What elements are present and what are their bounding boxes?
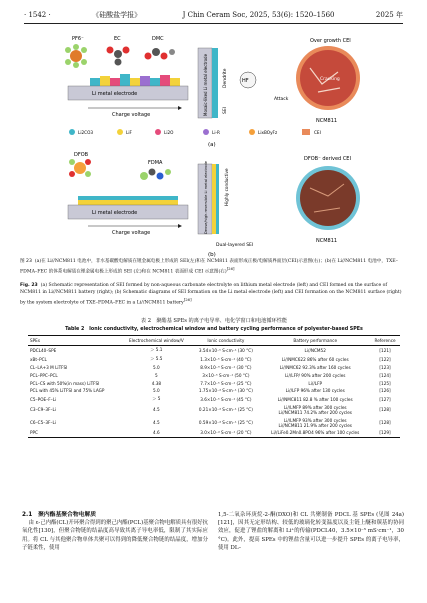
label-cracking: Cracking xyxy=(320,77,340,82)
page-number: · 1542 · xyxy=(24,11,51,19)
table-row xyxy=(28,379,400,387)
journal-citation: J Chin Ceram Soc, 2025, 53(6): 1520–1560 xyxy=(182,11,335,19)
legend-li2o: Li2O xyxy=(164,130,174,135)
fig-caption-en-ref: [26] xyxy=(183,297,192,302)
table-row xyxy=(28,371,400,379)
cell-reference: [127] xyxy=(379,396,391,402)
cell-spe: C3–C9–3F–Li xyxy=(30,407,57,413)
table-title-en: Table 2 Ionic conductivity, electrochemical window and battery cycling performance of polyester-based SPEs xyxy=(65,327,363,332)
body-column-right xyxy=(218,511,404,552)
cell-window: ＞ 5 xyxy=(152,396,161,402)
label-pf6: PF6⁻ xyxy=(72,36,84,42)
panel-a xyxy=(65,36,360,148)
cell-performance: Li//NMC62 92.3% after 160 cycles xyxy=(279,364,351,370)
dmc-molecule xyxy=(145,48,176,60)
cell-spe: C5–POE–F–Li xyxy=(30,396,57,402)
panel-b xyxy=(68,152,360,258)
cell-conductivity: 0.59×10⁻⁴ S·cm⁻¹ (25 °C) xyxy=(198,420,253,426)
legend-lif: LiF xyxy=(126,130,132,135)
cell-performance: Li//LMFP 89% after 300 cycles Li//NCM811 74.2% after 200 cycles xyxy=(278,404,352,415)
sei-layer-a xyxy=(90,74,180,86)
cell-spe: PCL with 45% LiTFSI and 75% LAGP xyxy=(30,388,105,394)
body-text-right: 1,5-二氧杂环庚烷-2-酮(DXO)和 CL 共聚制备 PDCL 基 SPEs (见图 24a)[121]，因其无定形结构、较低的玻璃化转变温度以及主链上醚和羰基的协同效应，促进了锂盐的解离和 Li⁺的传输(PDCL40，3.5×10⁻⁵ mS·cm⁻¹，30 °C)。此外，提高 SPEs 中的锂盐含量可以进一步提升 SPEs 的离子电导率，使用 DL– xyxy=(218,512,404,551)
label-dendrite: Dendrite xyxy=(223,68,228,88)
label-charge-voltage-b: Charge voltage xyxy=(112,230,151,236)
label-derived-cei: DFOB⁻ derived CEI xyxy=(304,156,351,162)
cell-window: 4.38 xyxy=(151,380,162,386)
panel-a-label: (a) xyxy=(208,142,216,148)
label-li-electrode-b: Li metal electrode xyxy=(92,210,138,216)
cell-performance: Li//NCM52 xyxy=(304,347,326,353)
cell-reference: [125] xyxy=(379,380,391,386)
legend-li2co3: Li2CO3 xyxy=(78,130,94,135)
legend-li-r: Li-R xyxy=(212,130,220,135)
journal-name-cn: 《硅酸盐学报》 xyxy=(92,11,142,19)
legend-lixboyfz: LixBOyFz xyxy=(258,130,278,135)
cell-reference: [124] xyxy=(379,372,391,378)
panel-b-label: (b) xyxy=(208,252,216,258)
legend-a xyxy=(69,129,321,135)
cell-reference: [128] xyxy=(379,420,391,426)
table-row xyxy=(28,387,400,395)
cell-conductivity: 3.54×10⁻⁵ S·cm⁻¹ (30 °C) xyxy=(198,347,253,353)
label-ncm811-a: NCM811 xyxy=(316,118,338,124)
cell-window: 5.0 xyxy=(153,364,160,370)
spe-performance-table xyxy=(28,335,400,438)
cell-conductivity: 3×10⁻⁵ S·cm⁻¹ (50 °C) xyxy=(202,372,250,378)
cell-performance: Li//LFP/ 90% after 200 cycles xyxy=(284,372,346,378)
label-attack: Attack xyxy=(274,97,289,102)
figure-caption-en xyxy=(20,282,408,307)
cell-window: 5 xyxy=(155,372,158,378)
label-dmc: DMC xyxy=(152,36,164,42)
col-performance: Battery performance xyxy=(260,336,370,346)
cell-conductivity: 1.3×10⁻⁵ S·cm⁻¹ (40 °C) xyxy=(200,356,252,362)
fig-caption-cn-ref: [26] xyxy=(226,266,235,271)
fig-caption-en-text: (a) Schematic representation of SEI formed by non-aqueous carbonate electrolyte on lithium metal electrode (left) and CEI formed on the surface of NCM811 in Li//NCM811 battery (right); (b) Schematic diagrams of SEI formation on the Li metal electrode (left) and CEI formation on the NCM811 surface (right) by the system electrolyte of TXE–FDMA–FEC in a Li//NCM811 battery xyxy=(20,283,402,306)
cell-performance: Li//LiFe0.2Mn0.8PO4 96% after 100 cycles xyxy=(260,429,370,437)
cell-conductivity: 1.75×10⁻⁴ S·cm⁻¹ (30 °C) xyxy=(198,388,253,394)
table-row xyxy=(28,364,400,372)
body-column-left xyxy=(22,511,208,552)
cell-conductivity: 8.9×10⁻⁶ S·cm⁻¹ (30 °C) xyxy=(200,364,252,370)
cell-conductivity: 0.21×10⁻⁴ S·cm⁻¹ (25 °C) xyxy=(198,407,253,413)
fig-label-en: Fig. 23 xyxy=(20,283,38,288)
col-reference: Reference xyxy=(370,336,400,346)
col-conductivity: Ionic conductivity xyxy=(191,336,260,346)
fig-caption-cn-text: (a)在 Li//NCM811 电池中，非水基碳酸电解质在锂金属电极上形成的 SEI(左)和在 NCM811 表面形成正极/电解质界面层(CEI)示意图(右)；(b)在 Li//NCM811 电池中，TXE–FDMA–FEC 的体系电解质在锂金属电极上形成的 SEI (左)和在 NCM811 表面形成 CEI 示意图(右) xyxy=(20,259,398,275)
table-row xyxy=(28,346,400,355)
cell-conductivity: 3.6×10⁻⁵ S·cm⁻¹ (45 °C) xyxy=(200,396,252,402)
cell-window: 5.0 xyxy=(153,388,160,394)
label-ncm811-b: NCM811 xyxy=(316,238,338,244)
label-dense-li: Dense/high reversible Li metal electrode xyxy=(204,161,208,234)
table-row xyxy=(28,395,400,404)
cell-reference: [122] xyxy=(379,356,391,362)
cell-spe: PCL–PPC–PCL xyxy=(30,372,58,378)
fdma-molecule xyxy=(140,169,171,181)
cell-performance: Li//NMC622 86% after 60 cycles xyxy=(281,356,349,362)
col-spes: SPEs xyxy=(28,336,121,346)
cell-conductivity: 7.7×10⁻⁵ S·cm⁻¹ (25 °C) xyxy=(200,380,252,386)
table-row xyxy=(28,403,400,416)
cell-window: 4.5 xyxy=(153,420,160,426)
label-highly-conductive: Highly conductive xyxy=(224,168,229,206)
cell-spe: C6–C5–3F–Li xyxy=(30,420,57,426)
table-header-row xyxy=(28,336,400,346)
cell-performance: Li//LFP xyxy=(308,380,323,386)
header-rule xyxy=(24,23,403,24)
running-header xyxy=(24,8,403,22)
label-sei-a: SEI xyxy=(223,106,228,114)
body-text-left: 由 ε-己内酯(CL)开环聚合得到的聚己内酯(PCL)基聚合物电解质具有很好抗氧化性[130]，但聚合物链的结晶度高导致其离子导电率低，限制了其实际应用。将 CL 与其他聚合物单体共聚可以得到的降低聚合物链的结晶度，增加分子链柔性，使用 xyxy=(22,520,208,551)
cell-reference: [128] xyxy=(379,407,391,413)
cell-window: 4.5 xyxy=(153,407,160,413)
cell-performance: Li//NMC811 82.8 % after 100 cycles xyxy=(277,396,353,402)
figure-23-schematic xyxy=(48,28,380,258)
col-window: Electrochemical window/V xyxy=(121,336,191,346)
cell-reference: [129] xyxy=(370,429,400,437)
cell-window: 4.6 xyxy=(121,429,191,437)
ec-molecule xyxy=(107,47,130,66)
fig-label-cn: 图 23 xyxy=(20,259,32,264)
cell-spe: PPC xyxy=(28,429,121,437)
label-over-growth-cei: Over growth CEI xyxy=(310,38,351,44)
dfob-molecule xyxy=(69,159,91,177)
table-title-cn: 表 2 聚酯基 SPEs 的离子电导率、电化学窗口和电池循环性能 xyxy=(140,318,288,324)
legend-cei: CEI xyxy=(314,130,321,135)
cell-spe: PCL–CS with 50%(in mass) LiTFSI xyxy=(30,380,100,386)
cell-performance: Li//LFP 96% after 130 cycles xyxy=(285,388,345,394)
label-li-electrode-a: Li metal electrode xyxy=(92,91,138,97)
pf6-molecule xyxy=(65,44,87,68)
cell-spe: xBt–PCL xyxy=(30,356,47,362)
cell-spe: CL–LA+3 M LiTFSI xyxy=(30,364,68,370)
cell-reference: [126] xyxy=(379,388,391,394)
table-row xyxy=(28,355,400,364)
label-hf: HF xyxy=(242,78,249,84)
section-heading: 2.1 聚内酯基聚合物电解质 xyxy=(22,512,97,518)
label-dfob: DFOB xyxy=(74,152,89,158)
cell-conductivity: 3.0×10⁻⁴ S·cm⁻¹ (20 °C) xyxy=(191,429,260,437)
sei-layer-b xyxy=(78,196,178,205)
label-charge-voltage-a: Charge voltage xyxy=(112,112,151,118)
header-year: 2025 年 xyxy=(375,11,403,19)
label-mosaic-li: Mosaic-liked Li metal electrode xyxy=(203,53,208,116)
figure-caption-cn xyxy=(20,258,408,276)
label-dual-sei: Dual-layered SEI xyxy=(216,243,254,248)
label-ec: EC xyxy=(114,36,121,42)
table-row xyxy=(28,429,400,437)
cell-window: ＞ 5.5 xyxy=(150,356,163,362)
ncm811-particle-b xyxy=(296,166,360,230)
cell-reference: [121] xyxy=(379,347,391,353)
cell-spe: PDCL40–SPE xyxy=(30,347,57,353)
cell-performance: Li//LMFP 93% after 300 cycles Li//NCM811 21.9% after 200 cycles xyxy=(278,417,352,428)
label-fdma: FDMA xyxy=(148,160,163,166)
cell-reference: [123] xyxy=(379,364,391,370)
cell-window: ＞ 5.1 xyxy=(150,347,163,353)
table-row xyxy=(28,416,400,429)
